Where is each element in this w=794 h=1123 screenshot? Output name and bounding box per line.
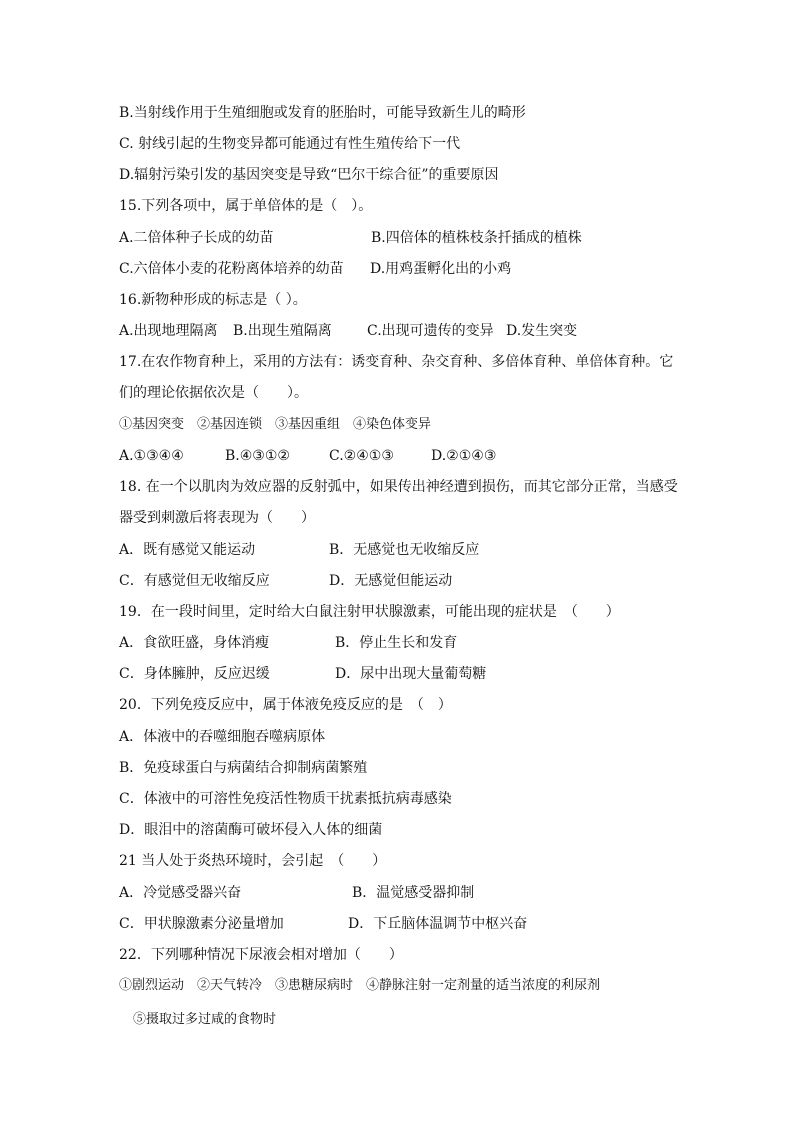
q15-option-c: C.六倍体小麦的花粉离体培养的幼苗 [119, 261, 344, 277]
q22-stem: 22．下列哪种情况下尿液会相对增加（ ） [119, 947, 403, 963]
q21-option-d: D．下丘脑体温调节中枢兴奋 [348, 916, 528, 932]
q18-option-b: B．无感觉也无收缩反应 [329, 542, 480, 558]
q15-stem: 15.下列各项中，属于单倍体的是（ ）。 [119, 198, 373, 214]
q18-stem-line-1: 18. 在一个以肌肉为效应器的反射弧中，如果传出神经遭到损伤，而其它部分正常，当感受 [119, 479, 678, 495]
q14-option-c: C. 射线引起的生物变异都可能通过有性生殖传给下一代 [119, 136, 461, 152]
q17-option-d: D.②①④③ [431, 448, 497, 464]
q15-option-d: D.用鸡蛋孵化出的小鸡 [370, 261, 512, 277]
q18-option-d: D．无感觉但能运动 [329, 573, 453, 589]
q19-option-b: B．停止生长和发育 [335, 635, 458, 651]
q17-items: ①基因突变 ②基因连锁 ③基因重组 ④染色体变异 [119, 417, 432, 432]
q16-option-d: D.发生突变 [506, 323, 578, 339]
q17-option-b: B.④③①② [225, 448, 290, 464]
q20-option-d: D．眼泪中的溶菌酶可破坏侵入人体的细菌 [119, 822, 383, 838]
q14-option-b: B.当射线作用于生殖细胞或发育的胚胎时，可能导致新生儿的畸形 [119, 105, 526, 121]
q16-stem: 16.新物种形成的标志是（ ）。 [119, 292, 307, 308]
q15-option-b: B.四倍体的植株枝条扦插成的植株 [371, 230, 582, 246]
q21-stem: 21 当人处于炎热环境时，会引起 （ ） [119, 853, 387, 869]
q16-option-c: C.出现可遗传的变异 [367, 323, 494, 339]
q22-items-line-2: ⑤摄取过多过咸的食物时 [133, 1012, 277, 1027]
q17-option-c: C.②④①③ [329, 448, 394, 464]
q19-stem: 19．在一段时间里，定时给大白鼠注射甲状腺激素，可能出现的症状是 （ ） [119, 604, 620, 620]
q20-option-a: A．体液中的吞噬细胞吞噬病原体 [119, 729, 326, 745]
q19-option-a: A．食欲旺盛，身体消瘦 [119, 635, 270, 651]
q18-option-a: A．既有感觉又能运动 [119, 542, 256, 558]
q14-option-d: D.辐射污染引发的基因突变是导致“巴尔干综合征”的重要原因 [119, 167, 499, 183]
q18-option-c: C．有感觉但无收缩反应 [119, 573, 270, 589]
q21-option-c: C．甲状腺激素分泌量增加 [119, 916, 284, 932]
q16-option-b: B.出现生殖隔离 [233, 323, 332, 339]
q21-option-a: A．冷觉感受器兴奋 [119, 885, 242, 901]
q20-option-c: C．体液中的可溶性免疫活性物质干扰素抵抗病毒感染 [119, 791, 452, 807]
q17-option-a: A.①③④④ [119, 448, 184, 464]
q20-option-b: B．免疫球蛋白与病菌结合抑制病菌繁殖 [119, 760, 368, 776]
q19-option-c: C．身体臃肿，反应迟缓 [119, 666, 270, 682]
q15-option-a: A.二倍体种子长成的幼苗 [119, 230, 274, 246]
q18-stem-line-2: 器受到刺激后将表现为（ ） [119, 510, 315, 526]
q20-stem: 20．下列免疫反应中，属于体液免疫反应的是 （ ） [119, 697, 452, 713]
q16-option-a: A.出现地理隔离 [119, 323, 218, 339]
q17-stem-line-2: 们的理论依据依次是（ ）。 [119, 385, 308, 401]
q17-stem-line-1: 17.在农作物育种上，采用的方法有：诱变育种、杂交育种、多倍体育种、单倍体育种。它 [119, 354, 674, 370]
q22-items-line-1: ①剧烈运动 ②天气转冷 ③患糖尿病时 ④静脉注射一定剂量的适当浓度的利尿剂 [119, 978, 601, 993]
q19-option-d: D．尿中出现大量葡萄糖 [335, 666, 487, 682]
q21-option-b: B．温觉感受器抑制 [352, 885, 475, 901]
